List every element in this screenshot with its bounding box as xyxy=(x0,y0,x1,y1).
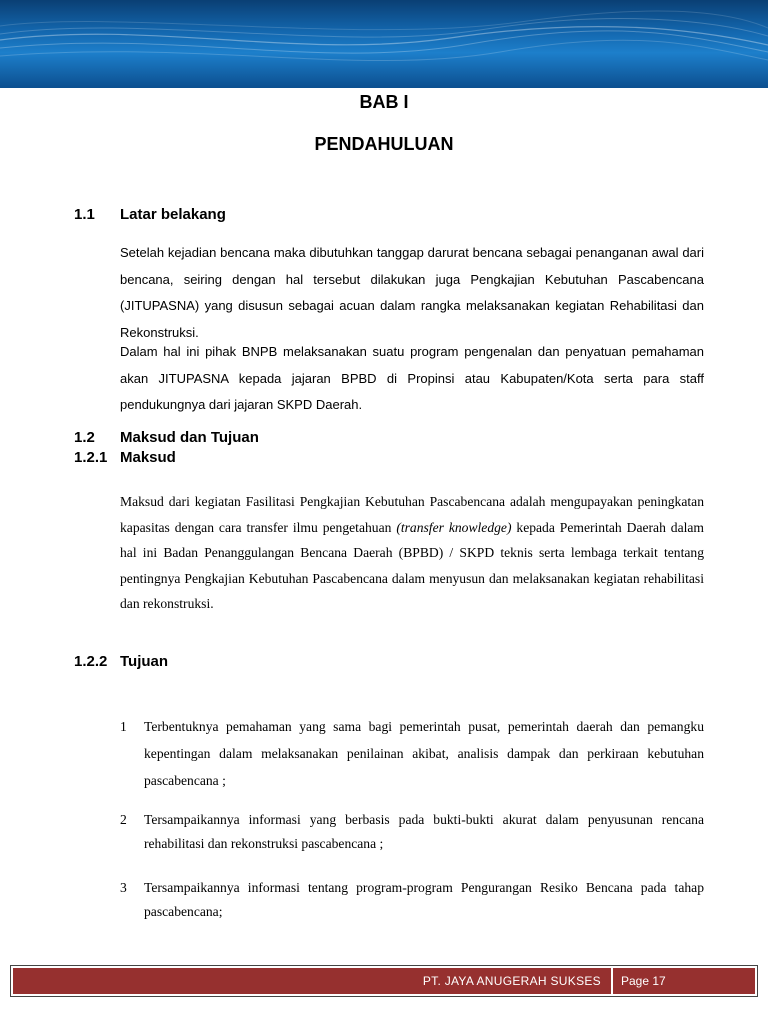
paragraph-background-2: Dalam hal ini pihak BNPB melaksanakan suatu program pengenalan dan penyatuan pemahaman akan JITUPASNA kepada jajaran BPBD di Propinsi atau Kabupaten/Kota serta para staff pendukungnya dari jajaran SKPD Daerah. xyxy=(120,344,704,412)
section-title: Latar belakang xyxy=(120,206,226,223)
list-item-number: 2 xyxy=(120,812,127,827)
chapter-title: PENDAHULUAN xyxy=(314,134,454,154)
header-banner xyxy=(0,0,768,88)
purpose-text-a: Maksud dari kegiatan Fasilitasi Pengkajian Kebutuhan Pascabencana adalah mengupayakan peningkatan kapasitas dengan cara transfer ilmu pengetahuan xyxy=(120,494,704,535)
banner-wave-decoration xyxy=(0,0,768,88)
footer-company: PT. JAYA ANUGERAH SUKSES xyxy=(422,974,601,988)
list-item-text: Tersampaikannya informasi tentang program-program Pengurangan Resiko Bencana pada tahap pascabencana; xyxy=(144,880,704,919)
section-title: Maksud dan Tujuan xyxy=(120,429,259,446)
section-heading-1-1 xyxy=(74,206,226,223)
section-heading-1-2 xyxy=(74,429,259,446)
section-heading-1-2-2 xyxy=(74,653,168,670)
section-title: Maksud xyxy=(120,449,176,466)
section-heading-1-2-1 xyxy=(74,449,176,466)
chapter-label: BAB I xyxy=(359,92,409,112)
section-title: Tujuan xyxy=(120,653,169,670)
list-item-goal-1 xyxy=(120,713,704,794)
paragraph-background-1: Setelah kejadian bencana maka dibutuhkan tanggap darurat bencana sebagai penanganan awal dari bencana, seiring dengan hal tersebut dilakukan juga Pengkajian Kebutuhan Pascabencana (JITUPASNA) yang disusun sebagai acuan dalam rangka melaksanakan kegiatan Rehabilitasi dan Rekonstruksi. xyxy=(120,245,704,340)
list-item-goal-2 xyxy=(120,808,704,856)
list-item-number: 1 xyxy=(120,719,127,734)
section-number: 1.2 xyxy=(74,429,95,446)
section-number: 1.1 xyxy=(74,206,95,223)
list-item-text: Terbentuknya pemahaman yang sama bagi pemerintah pusat, pemerintah daerah dan pemangku kepentingan dalam melaksanakan penilainan akibat, analisis dampak dan perkiraan kebutuhan pascabencana ; xyxy=(144,719,704,788)
purpose-text-italic: (transfer knowledge) xyxy=(396,519,512,535)
paragraph-purpose xyxy=(120,489,704,617)
list-item-number: 3 xyxy=(120,880,127,895)
page-footer xyxy=(10,965,758,997)
list-item-text: Tersampaikannya informasi yang berbasis pada bukti-bukti akurat dalam penyusunan rencana rehabilitasi dan rekonstruksi pascabencana ; xyxy=(144,812,704,851)
section-number: 1.2.1 xyxy=(74,449,108,466)
purpose-text-b: kepada Pemerintah Daerah dalam hal ini Badan Penanggulangan Bencana Daerah (BPBD) / SKPD teknis serta lembaga terkait tentang pentingnya Pengkajian Kebutuhan Pascabencana dalam menyusun dan melaksanakan kegiatan rehabilitasi dan rekonstruksi. xyxy=(120,519,704,611)
footer-page-number: Page 17 xyxy=(621,974,666,988)
list-item-goal-3 xyxy=(120,876,704,924)
footer-bar xyxy=(13,968,755,994)
section-number: 1.2.2 xyxy=(74,653,108,670)
